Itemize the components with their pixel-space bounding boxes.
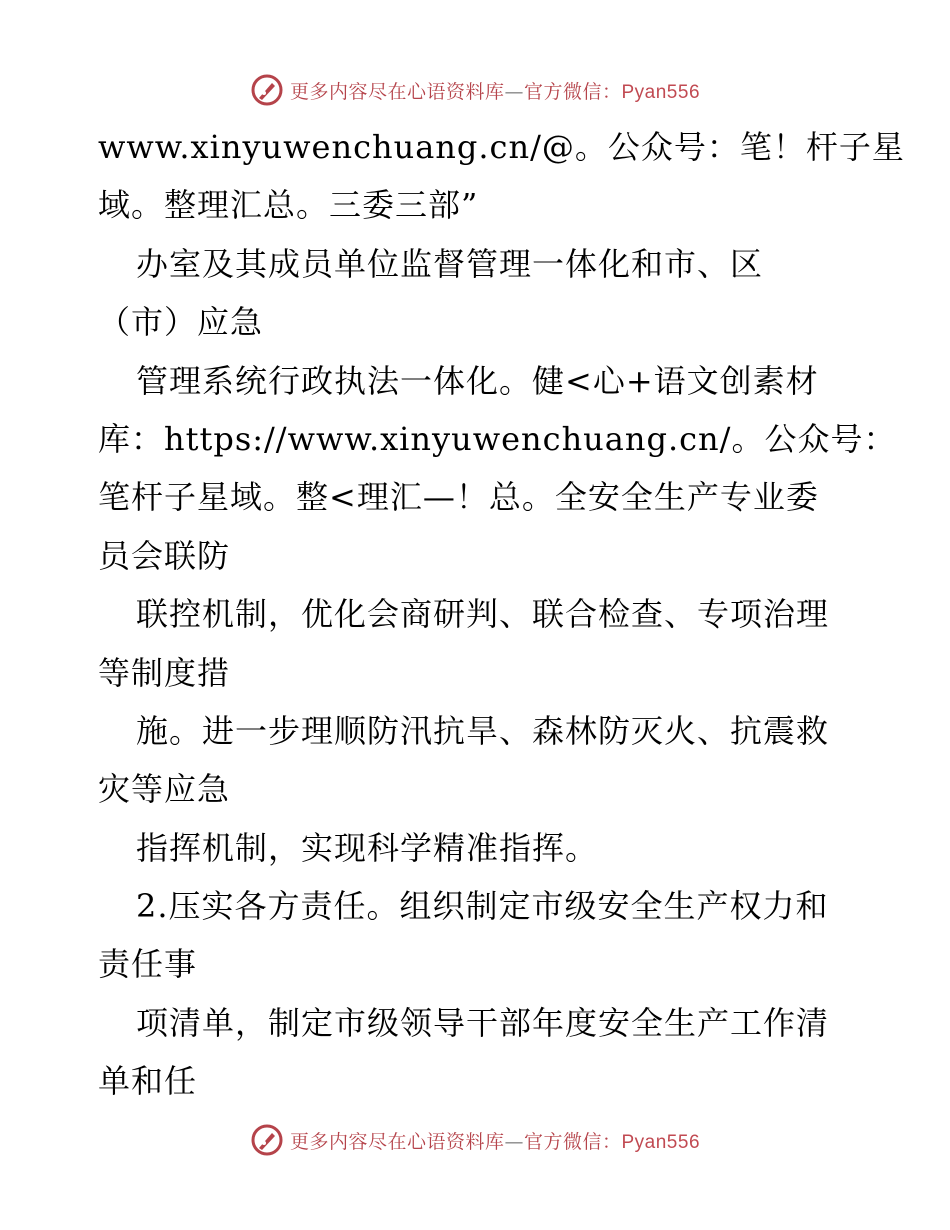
footer-watermark xyxy=(0,1120,950,1160)
document-body xyxy=(98,118,905,1111)
text-line: （市）应急 xyxy=(98,303,264,342)
text-line: 施。进一步理顺防汛抗旱、森林防灭火、抗震救 xyxy=(136,711,830,750)
text-line: 库：https://www.xinyuwenchuang.cn/。公众号： xyxy=(98,419,897,458)
text-line: 灾等应急 xyxy=(98,770,231,809)
text-line: 单和任 xyxy=(98,1062,198,1101)
text-line: 笔杆子星域。整<理汇—！总。全安全生产专业委 xyxy=(98,478,819,517)
text-line: 指挥机制，实现科学精准指挥。 xyxy=(136,828,599,867)
text-line: 2.压实各方责任。组织制定市级安全生产权力和 xyxy=(136,887,829,926)
text-line: 联控机制，优化会商研判、联合检查、专项治理 xyxy=(136,595,830,634)
text-line: 员会联防 xyxy=(98,536,231,575)
text-line: 办室及其成员单位监督管理一体化和市、区 xyxy=(136,244,764,283)
text-line: 域。整理汇总。三委三部” xyxy=(98,186,479,225)
watermark-text: 更多内容尽在心语资料库—官方微信：Pyan556 xyxy=(289,1130,701,1153)
text-line: 项清单，制定市级领导干部年度安全生产工作清 xyxy=(136,1003,830,1042)
watermark-text: 更多内容尽在心语资料库—官方微信：Pyan556 xyxy=(289,80,701,103)
pen-swirl-logo-icon xyxy=(250,1123,284,1157)
text-line: www.xinyuwenchuang.cn/@。公众号：笔！杆子星 xyxy=(98,128,905,166)
text-line: 责任事 xyxy=(98,945,198,984)
pen-swirl-logo-icon xyxy=(250,73,284,107)
text-line: 管理系统行政执法一体化。健<心+语文创素材 xyxy=(136,361,819,400)
header-watermark xyxy=(0,70,950,110)
text-line: 等制度措 xyxy=(98,653,231,692)
